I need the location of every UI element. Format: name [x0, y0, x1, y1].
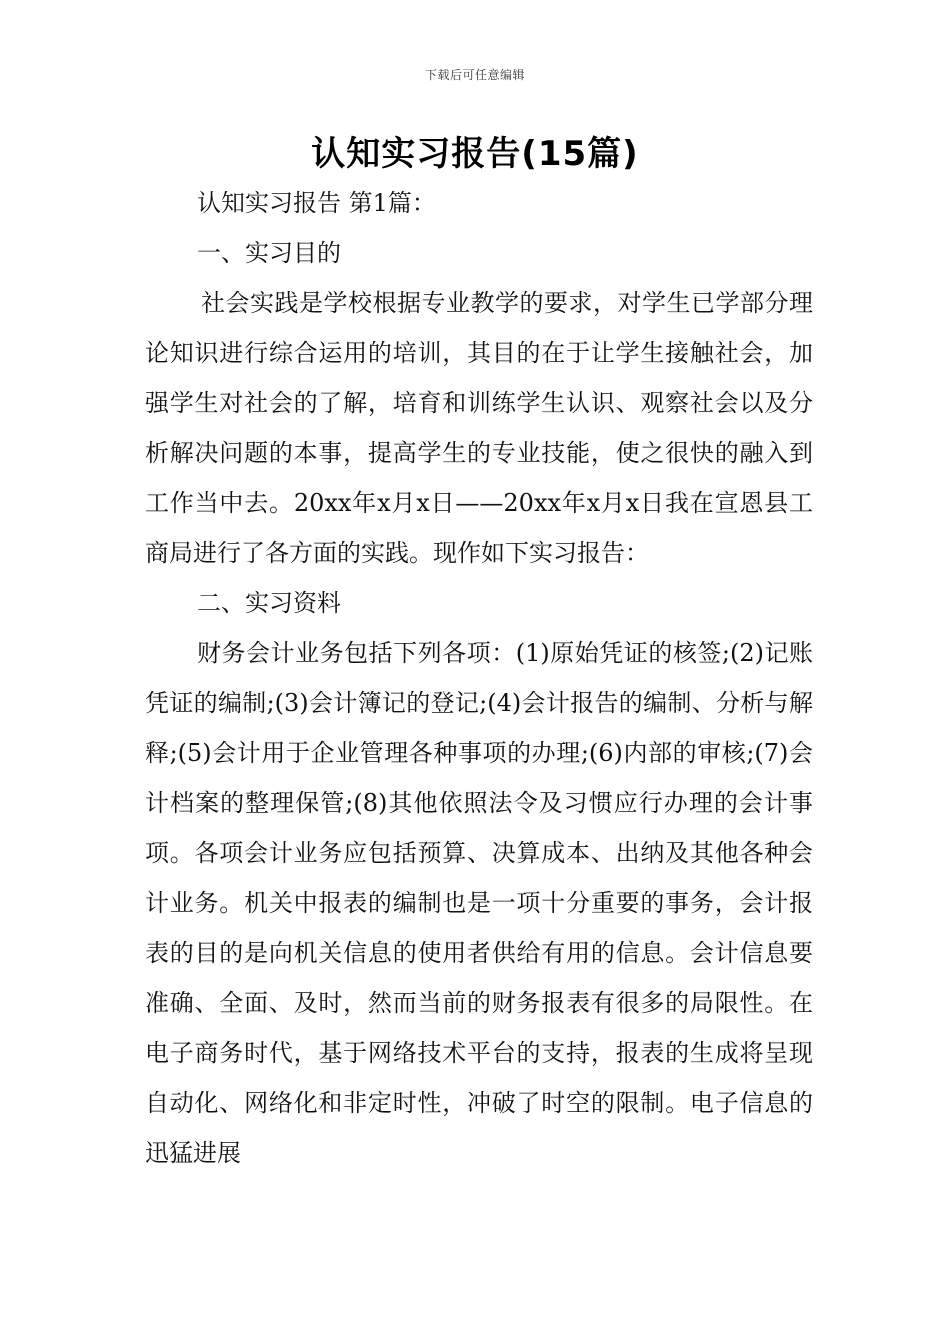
header-note: 下载后可任意编辑: [424, 68, 525, 82]
document-title: 认知实习报告(15篇): [311, 134, 639, 174]
part-heading: 认知实习报告 第1篇：: [197, 189, 436, 217]
section-heading-materials: 二、实习资料: [197, 589, 341, 617]
section-paragraph-purpose: 社会实践是学校根据专业教学的要求，对学生已学部分理论知识进行综合运用的培训，其目的在于让学生接触社会，加强学生对社会的了解，培育和训练学生认识、观察社会以及分析解决问题的本事，提高学生的专业技能，使之很快的融入到工作当中去。20xx年x月x日——20xx年x月x日我在宣恩县工商局进行了各方面的实践。现作如下实习报告：: [145, 289, 813, 567]
section-heading-purpose: 一、实习目的: [197, 239, 341, 267]
section-paragraph-materials: 财务会计业务包括下列各项：(1)原始凭证的核签;(2)记账凭证的编制;(3)会计簿记的登记;(4)会计报告的编制、分析与解释;(5)会计用于企业管理各种事项的办理;(6)内部的审核;(7)会计档案的整理保管;(8)其他依照法令及习惯应行办理的会计事项。各项会计业务应包括预算、决算成本、出纳及其他各种会计业务。机关中报表的编制也是一项十分重要的事务，会计报表的目的是向机关信息的使用者供给有用的信息。会计信息要准确、全面、及时，然而当前的财务报表有很多的局限性。在电子商务时代，基于网络技术平台的支持，报表的生成将呈现自动化、网络化和非定时性，冲破了时空的限制。电子信息的迅猛进展: [145, 639, 813, 1167]
document-body: [145, 178, 813, 1178]
